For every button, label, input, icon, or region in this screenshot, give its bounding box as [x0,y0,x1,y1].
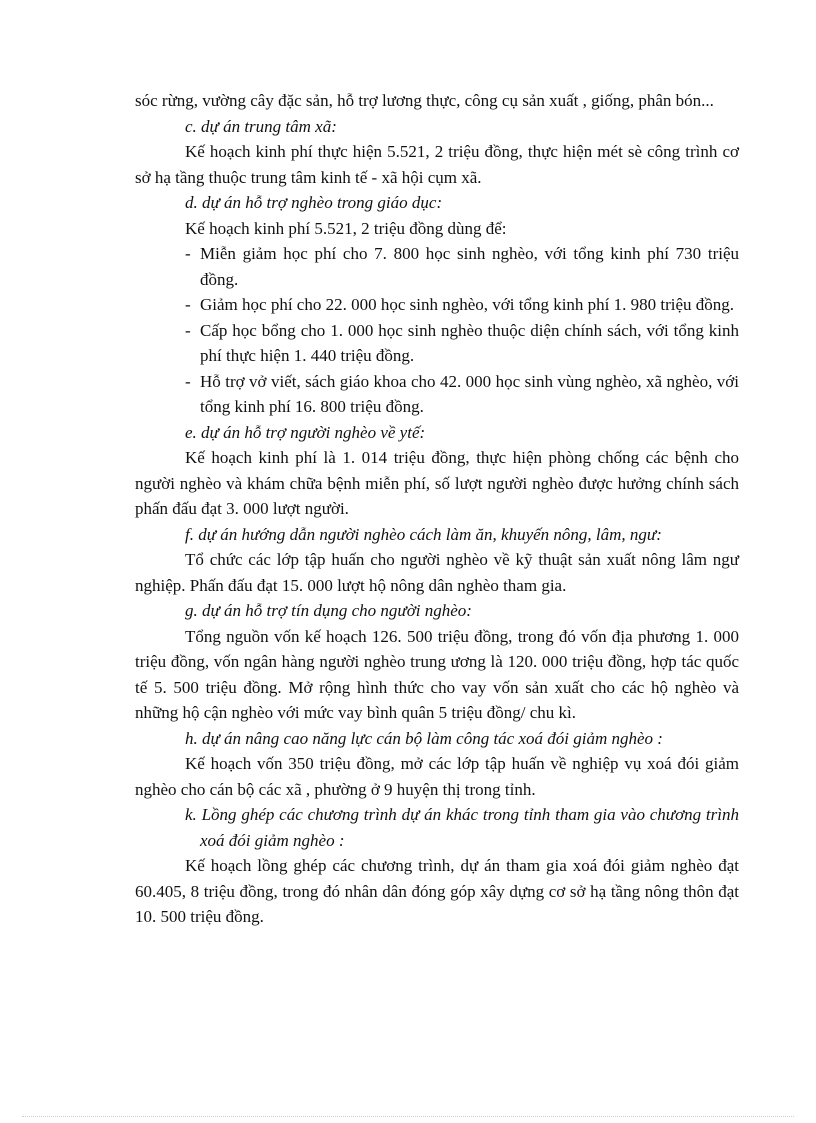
document-body [135,88,739,930]
section-body-c: Kế hoạch kinh phí thực hiện 5.521, 2 triệu đồng, thực hiện mét sè công trình cơ sở hạ tầng thuộc trung tâm kinh tế - xã hội cụm xã. [135,142,739,187]
list-item-text: Cấp học bổng cho 1. 000 học sinh nghèo thuộc diện chính sách, với tổng kinh phí thực hiện 1. 440 triệu đồng. [200,320,739,365]
section-body-g: Tổng nguồn vốn kế hoạch 126. 500 triệu đồng, trong đó vốn địa phương 1. 000 triệu đồng, vốn ngân hàng người nghèo trung ương là 120. 000 triệu đồng, hợp tác quốc tế 5. 500 triệu đồng. Mở rộng hình thức cho vay vốn sản xuất cho các hộ nghèo và những hộ cận nghèo với mức vay bình quân 5 triệu đồng/ chu kì. [135,626,739,722]
section-heading-e: e. dự án hỗ trợ người nghèo về ytế: [185,422,426,442]
section-body-k: Kế hoạch lồng ghép các chương trình, dự án tham gia xoá đói giảm nghèo đạt 60.405, 8 triệu đồng, trong đó nhân dân đóng góp xây dựng cơ sở hạ tầng nông thôn đạt 10. 500 triệu đồng. [135,856,739,926]
list-item [135,292,739,318]
section-heading-f: f. dự án hướng dẫn người nghèo cách làm ăn, khuyến nông, lâm, ngư: [185,524,662,544]
section-body-f: Tổ chức các lớp tập huấn cho người nghèo về kỹ thuật sản xuất nông lâm ngư nghiệp. Phấn đấu đạt 15. 000 lượt hộ nông dân nghèo tham gia. [135,550,739,595]
list-item [135,318,739,369]
dash-bullet: - [185,244,191,263]
list-item [135,241,739,292]
section-body-e: Kế hoạch kinh phí là 1. 014 triệu đồng, thực hiện phòng chống các bệnh cho người nghèo và khám chữa bệnh miễn phí, số lượt người nghèo được hưởng chính sách phấn đấu đạt 3. 000 lượt người. [135,448,739,518]
dash-bullet: - [185,295,191,314]
section-heading-d: d. dự án hỗ trợ nghèo trong giáo dục: [185,193,443,212]
section-heading-k: k. Lồng ghép các chương trình dự án khác trong tỉnh tham gia vào chương trình xoá đói giảm nghèo : [185,805,739,850]
paragraph-continuation: sóc rừng, vường cây đặc sản, hỗ trợ lương thực, công cụ sản xuất , giống, phân bón... [135,91,714,110]
education-support-list [135,241,739,420]
list-item-text: Giảm học phí cho 22. 000 học sinh nghèo, với tổng kinh phí 1. 980 triệu đồng. [200,295,735,314]
list-item-text: Miễn giảm học phí cho 7. 800 học sinh nghèo, với tổng kinh phí 730 triệu đồng. [200,244,739,289]
section-body-h: Kế hoạch vốn 350 triệu đồng, mở các lớp tập huấn về nghiệp vụ xoá đói giảm nghèo cho cán bộ các xã , phường ở 9 huyện thị trong tỉnh. [135,754,739,799]
dash-bullet: - [185,320,191,340]
dash-bullet: - [185,371,191,391]
section-heading-c: c. dự án trung tâm xã: [185,116,337,136]
section-heading-g: g. dự án hỗ trợ tín dụng cho người nghèo: [185,601,472,620]
section-body-d: Kế hoạch kinh phí 5.521, 2 triệu đồng dùng để: [185,218,507,238]
page-bottom-border [22,1116,794,1117]
list-item [135,369,739,420]
section-heading-h: h. dự án nâng cao năng lực cán bộ làm công tác xoá đói giảm nghèo : [185,728,663,748]
list-item-text: Hỗ trợ vở viết, sách giáo khoa cho 42. 000 học sinh vùng nghèo, xã nghèo, với tổng kinh phí 16. 800 triệu đồng. [200,371,739,416]
